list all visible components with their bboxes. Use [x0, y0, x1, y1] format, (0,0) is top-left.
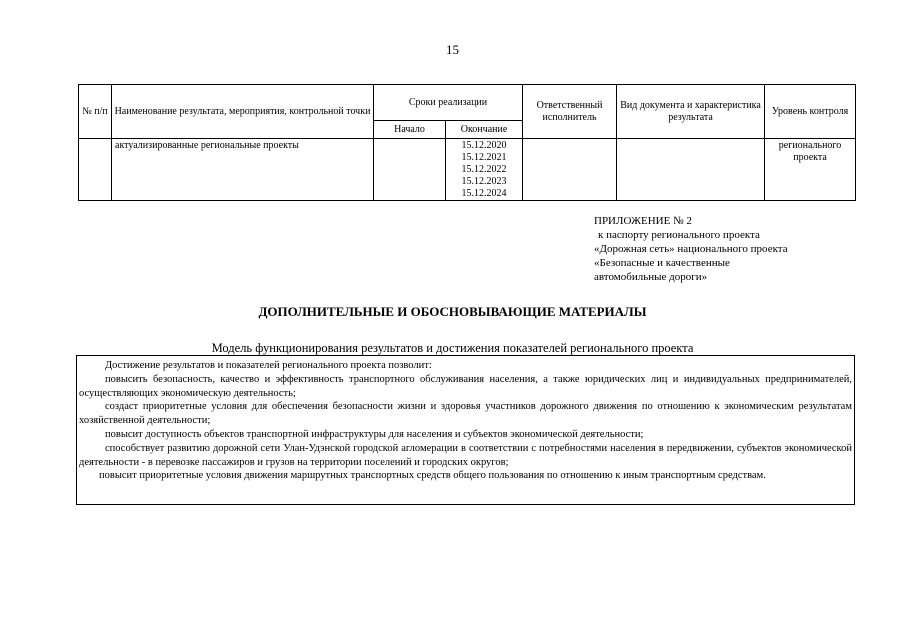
header-num: № п/п — [79, 85, 112, 139]
header-name: Наименование результата, мероприятия, контрольной точки — [112, 85, 374, 139]
header-end: Окончание — [446, 121, 523, 139]
cell-doc-type — [617, 139, 765, 201]
end-date: 15.12.2022 — [461, 164, 507, 175]
cell-start — [374, 139, 446, 201]
cell-responsible — [523, 139, 617, 201]
appendix-line: «Дорожная сеть» национального проекта — [594, 243, 788, 255]
model-paragraph: способствует развитию дорожной сети Улан-Удэнской городской агломерации в соответствии с потребностями населения в передвижении, субъектов экономической деятельности - в перевозке пассажиров и грузов на территории поселений и городских округов; — [79, 442, 852, 468]
table-row — [79, 139, 856, 201]
cell-level: регионального проекта — [765, 139, 856, 201]
appendix-line: автомобильные дороги» — [594, 271, 708, 283]
header-doc-type: Вид документа и характеристика результата — [617, 85, 765, 139]
appendix-line: к паспорту регионального проекта — [598, 229, 760, 241]
end-date: 15.12.2021 — [461, 152, 507, 163]
end-date: 15.12.2024 — [461, 188, 507, 199]
model-paragraph: повысить безопасность, качество и эффективность транспортного обслуживания населения, а также юридических лиц и индивидуальных предпринимателей, осуществляющих экономическую деятельность; — [79, 373, 852, 399]
model-paragraph: создаст приоритетные условия для обеспечения безопасности жизни и здоровья участников дорожного движения по отношению к экономическим результатам хозяйственной деятельности; — [79, 401, 852, 427]
appendix-title: ПРИЛОЖЕНИЕ № 2 — [594, 215, 692, 227]
model-box — [76, 355, 855, 505]
page-number: 15 — [446, 42, 459, 57]
model-paragraph: повысит доступность объектов транспортной инфраструктуры для населения и субъектов экономической деятельности; — [105, 428, 644, 440]
main-title: ДОПОЛНИТЕЛЬНЫЕ И ОБОСНОВЫВАЮЩИЕ МАТЕРИАЛЫ — [258, 304, 647, 319]
header-terms: Сроки реализации — [374, 85, 523, 121]
implementation-table — [78, 84, 856, 201]
end-date: 15.12.2020 — [461, 140, 507, 151]
model-paragraph: повысит приоритетные условия движения маршрутных транспортных средств общего пользования по отношению к иным транспортным средствам. — [99, 470, 766, 482]
cell-end-dates — [446, 139, 523, 201]
end-date: 15.12.2023 — [461, 176, 507, 187]
appendix-line: «Безопасные и качественные — [594, 257, 730, 269]
model-paragraph: Достижение результатов и показателей регионального проекта позволит: — [105, 360, 432, 371]
header-responsible: Ответственный исполнитель — [523, 85, 617, 139]
cell-name: актуализированные региональные проекты — [112, 139, 374, 201]
appendix-block — [594, 214, 788, 284]
cell-num — [79, 139, 112, 201]
header-start: Начало — [374, 121, 446, 139]
model-title: Модель функционирования результатов и достижения показателей регионального проекта — [211, 341, 694, 355]
header-level: Уровень контроля — [765, 85, 856, 139]
